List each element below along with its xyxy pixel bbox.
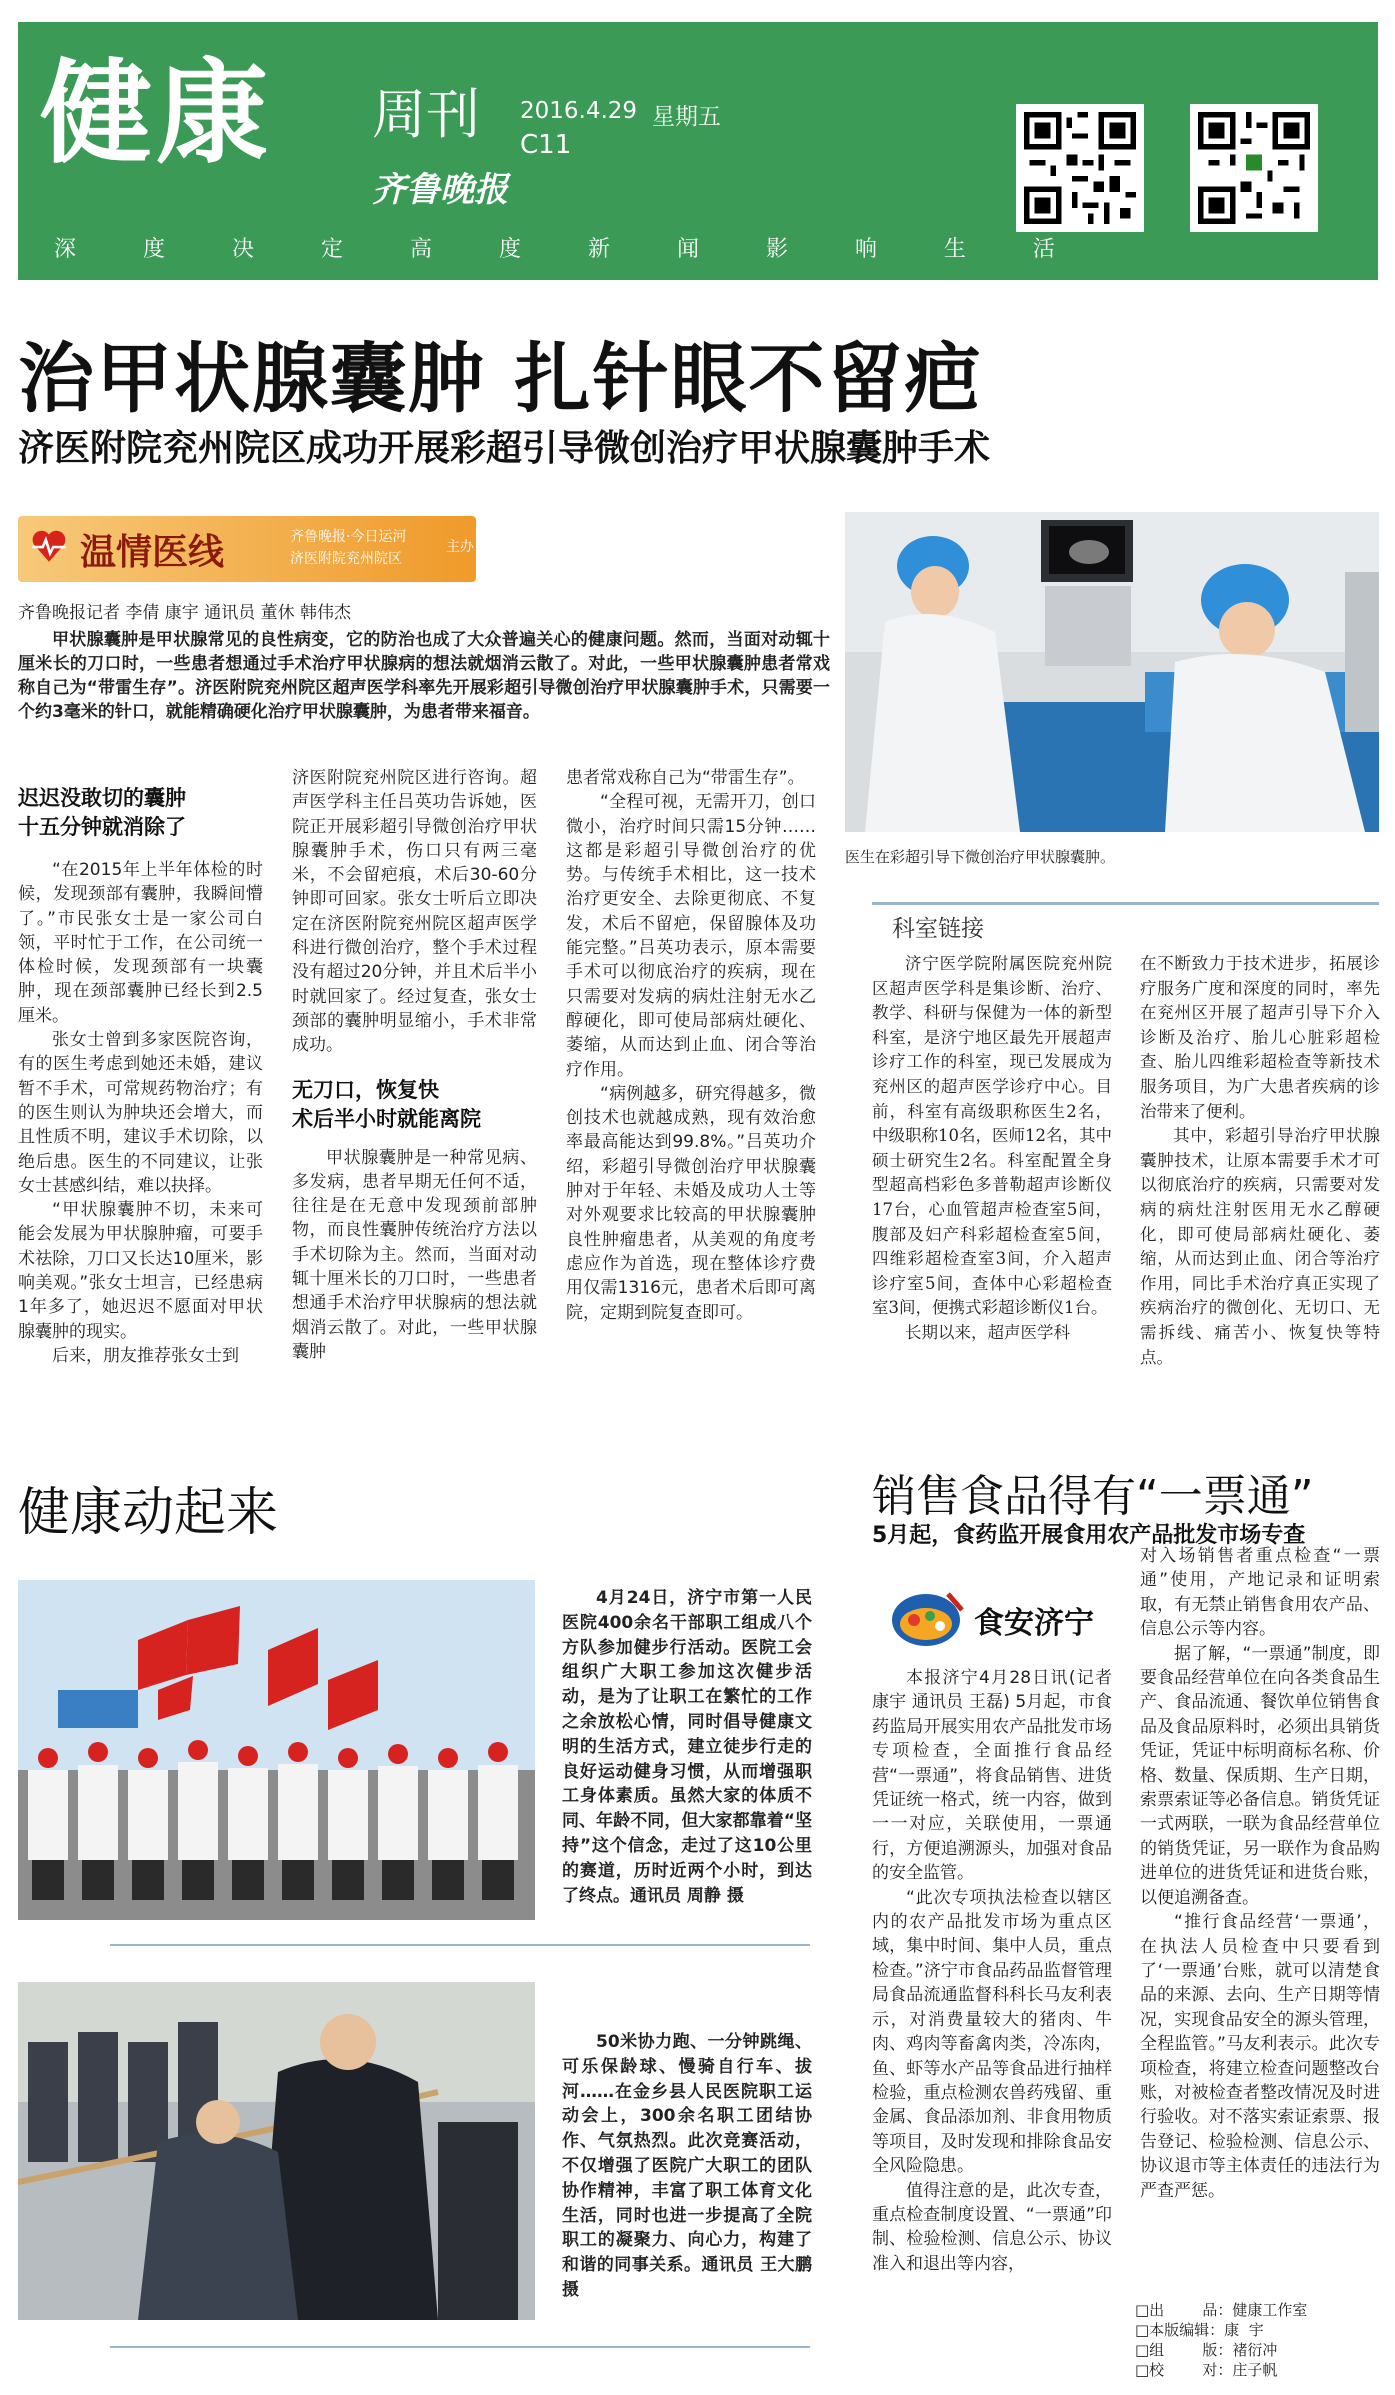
paragraph: 甲状腺囊肿是一种常见病、多发病，患者早期无任何不适，往往是在无意中发现颈前部肿物，而良性囊肿传统治疗方法以手术切除为主。然而，当面对动辄十厘米长的刀口时，一些患者想通手术治疗甲状腺病的想法就烟消云散了。对此，一些甲状腺囊肿 [292, 1147, 537, 1362]
paragraph: “病例越多，研究得越多，微创技术也就越成熟，现有效治愈率最高能达到99.8%。”吕英功介绍，彩超引导微创治疗甲状腺囊肿对于年轻、未婚及成功人士等对外观要求比较高的甲状腺囊肿良性肿瘤患者，从美观的角度考虑应作为首选，现在整体诊疗费用仅需1316元，患者术后即可离院，定期到院复查即可。 [566, 1083, 816, 1323]
paragraph: 济医附院兖州院区进行咨询。超声医学科主任吕英功告诉她，医院正开展彩超引导微创治疗甲状腺囊肿手术，伤口只有两三毫米，不会留疤痕，术后30-60分钟即可回家。张女士听后立即决定在济医附院兖州院区超声医学科进行微创治疗，整个手术过程没有超过20分钟，并且术后半小时就回家了。经过复查，张女士颈部的囊肿明显缩小，手术非常成功。 [292, 768, 537, 1056]
column-body [18, 858, 263, 1368]
column-host-label: 主办 [446, 539, 474, 555]
section-heading: 无刀口，恢复快 术后半小时就能离院 [292, 1077, 481, 1131]
food-article-subtitle: 5月起，食药监开展食用农产品批发市场专查 [872, 1523, 1306, 1548]
walking-event-photo [18, 1580, 535, 1920]
caption-sports-meet [562, 2030, 812, 2303]
lead-paragraph [18, 628, 830, 724]
caption-walking-event [562, 1586, 812, 1908]
page-number: C11 [520, 130, 572, 160]
paragraph: “此次专项执法检查以辖区内的农产品批发市场为重点区域，集中时间、集中人员，重点检查。”济宁市食品药品监督管理局食品流通监督科科长马友利表示，对消费量较大的猪肉、牛肉、鸡肉等畜禽肉类，冷冻肉，鱼、虾等水产品等食品进行抽样检验，重点检测农兽药残留、重金属、食品添加剂、非食用物质等项目，及时发现和排除食品安全风险隐患。 [872, 1887, 1112, 2177]
sidebar-column-1 [872, 952, 1112, 1346]
food-column-2 [1140, 1544, 1380, 2203]
divider [872, 902, 1379, 905]
paragraph: 患者常戏称自己为“带雷生存”。 [566, 768, 805, 788]
paragraph: “在2015年上半年体检的时候，发现颈部有囊肿，我瞬间懵了。”市民张女士是一家公司白领，平时忙于工作，在公司统一体检时候，发现颈部有一块囊肿，现在颈部囊肿已经长到2.5厘米。 [18, 860, 263, 1026]
column-banner [18, 516, 476, 582]
article-column-3 [566, 766, 816, 1325]
byline: 齐鲁晚报记者 李倩 康宇 通讯员 董休 韩伟杰 [18, 603, 352, 623]
editorial-credits: □出 品：健康工作室 □本版编辑：康 宇 □组 版：褚衍冲 □校 对：庄子帆 [1135, 2301, 1308, 2379]
paragraph: 本报济宁4月28日讯(记者 康宇 通讯员 王磊) 5月起，市食药监局开展实用农产品批发市场专项检查，全面推行食品经营“一票通”，将食品销售、进货凭证统一格式，统一内容，做到一一对应，关联使用，一票通行，方便追溯源头，加强对食品的安全监管。 [872, 1668, 1112, 1884]
paragraph: 据了解，“一票通”制度，即要食品经营单位在向各类食品生产、食品流通、餐饮单位销售食品及食品原料时，必须出具销货凭证，凭证中标明商标名称、价格、数量、保质期、生产日期，索票索证等必备信息。销货凭证一式两联，一联为食品经营单位的销货凭证，另一联作为食品购进单位的进货凭证和进货台账，以便追溯备查。 [1140, 1643, 1380, 1908]
section-name: 周刊 [372, 83, 480, 146]
column-body [292, 1146, 537, 1365]
sidebar-column-2 [1140, 952, 1380, 1370]
paragraph: “全程可视，无需开刀，创口微小，治疗时间只需15分钟……这都是彩超引导微创治疗的优势。与传统手术相比，这一技术治疗更安全、去除更彻底、不复发，术后不留疤，保留腺体及功能完整。”吕英功表示，原本需要手术可以彻底治疗的疾病，现在只需要对发病的病灶注射无水乙醇硬化，即可使局部病灶硬化、萎缩，从而达到止血、闭合等治疗作用。 [566, 792, 816, 1080]
article-column-2 [292, 766, 537, 1364]
issue-weekday: 星期五 [652, 104, 721, 130]
qr-code-icon [1016, 104, 1144, 232]
paragraph: 50米协力跑、一分钟跳绳、可乐保龄球、慢骑自行车、拔河……在金乡县人民医院职工运动会上，300余名职工团结协作、气氛热烈。此次竞赛活动，不仅增强了医院广大职工的团队协作精神，丰富了职工体育文化生活，同时也进一步提高了全院职工的凝聚力、向心力，构建了和谐的同事关系。通讯员 王大鹏 摄 [562, 2032, 812, 2300]
brand-title: 健康 [40, 49, 272, 179]
sidebar-title: 科室链接 [892, 916, 984, 942]
paragraph: “推行食品经营‘一票通’，在执法人员检查中只要看到了‘一票通’台账，就可以清楚食品的来源、去向、生产日期等情况，实现食品安全的源头管理，全程监管。”马友利表示。此次专项检查，将建立检查问题整改台账，对被检查者整改情况及时进行验收。对不落实索证索票、报告登记、检验检测、信息公示、协议退市等主体责任的违法行为严查严惩。 [1140, 1912, 1380, 2201]
food-column-1 [872, 1666, 1112, 2276]
masthead-slogan: 深 度 决 定 高 度 新 闻 影 响 生 活 [54, 237, 1065, 262]
paragraph: 其中，彩超引导治疗甲状腺囊肿技术，让原本需要手术才可以彻底治疗的疾病，只需要对发病的病灶注射医用无水乙醇硬化，即可使局部病灶硬化、萎缩，从而达到止血、闭合等治疗作用，同比手术治疗真正实现了疾病治疗的微创化、无切口、无需拆线、痛苦小、恢复快等特点。 [1140, 1126, 1380, 1367]
paragraph: 后来，朋友推荐张女士到 [52, 1345, 239, 1366]
food-bowl-icon [886, 1586, 970, 1654]
surgery-photo [845, 512, 1379, 832]
section-heading: 迟迟没敢切的囊肿 十五分钟就消除了 [18, 786, 186, 839]
paragraph: 4月24日，济宁市第一人民医院400余名干部职工组成八个方队参加健步行活动。医院工会组织广大职工参加这次健步活动，是为了让职工在繁忙的工作之余放松心情，同时倡导健康文明的生活方式，建立徒步行走的良好运动健身习惯，从而增强职工身体素质。虽然大家的体质不同、年龄不同，但大家都靠着“坚持”这个信念，走过了这10公里的赛道，历时近两个小时，到达了终点。通讯员 周静 摄 [562, 1588, 812, 1906]
section-title-exercise: 健康动起来 [18, 1483, 279, 1543]
column-organizer-1: 齐鲁晚报·今日运河 [290, 529, 407, 545]
qr-code-icon [1190, 104, 1318, 232]
column-body [292, 766, 537, 1058]
tug-of-war-photo [18, 1982, 535, 2320]
paragraph: “甲状腺囊肿不切，未来可能会发展为甲状腺肿瘤，可要手术祛除，刀口又长达10厘米，影响美观。”张女士坦言，已经患病1年多了，她迟迟不愿面对甲状腺囊肿的现实。 [18, 1200, 263, 1342]
column-organizer-2: 济医附院兖州院区 [290, 551, 402, 567]
food-logo-title: 食安济宁 [974, 1606, 1094, 1641]
paragraph: 张女士曾到多家医院咨询，有的医生考虑到她还未婚，建议暂不手术，可常规药物治疗；有的医生则认为肿块还会增大，而且性质不明，建议手术切除，以绝后患。医生的不同建议，让张女士甚感纠结，难以抉择。 [18, 1030, 263, 1196]
photo-caption: 医生在彩超引导下微创治疗甲状腺囊肿。 [845, 848, 1116, 866]
issue-date: 2016.4.29 [520, 98, 638, 124]
lead-text: 甲状腺囊肿是甲状腺常见的良性病变，它的防治也成了大众普遍关心的健康问题。然而，当面对动辄十厘米长的刀口时，一些患者想通过手术治疗甲状腺病的想法就烟消云散了。对此，一些甲状腺囊肿患者常戏称自己为“带雷生存”。济医附院兖州院区超声医学科率先开展彩超引导微创治疗甲状腺囊肿手术，只需要一个约3毫米的针口，就能精确硬化治疗甲状腺囊肿，为患者带来福音。 [18, 630, 830, 722]
paragraph: 值得注意的是，此次专查，重点检查制度设置、“一票通”印制、检验检测、信息公示、协议准入和退出等内容， [872, 2180, 1112, 2274]
main-headline: 治甲状腺囊肿 扎针眼不留疤 [18, 334, 983, 423]
paragraph: 长期以来，超声医学科 [905, 1322, 1070, 1342]
paragraph: 在不断致力于技术进步，拓展诊疗服务广度和深度的同时，率先在兖州区开展了超声引导下介入诊断及治疗、胎儿心脏彩超检查、胎儿四维彩超检查等新技术服务项目，为广大患者疾病的诊治带来了便利。 [1140, 954, 1380, 1121]
article-column-1 [18, 784, 263, 1368]
main-subheadline: 济医附院兖州院区成功开展彩超引导微创治疗甲状腺囊肿手术 [18, 428, 991, 469]
food-safety-logo [886, 1586, 1096, 1654]
paper-name-logo: 齐鲁晚报 [372, 170, 508, 210]
divider [110, 1944, 810, 1946]
paragraph: 济宁医学院附属医院兖州院区超声医学科是集诊断、治疗、教学、科研与保健为一体的新型科室，是济宁地区最先开展超声诊疗工作的科室，现已发展成为兖州区的超声医学诊疗中心。目前，科室有高级职称医生2名，中级职称10名，医师12名，其中硕士研究生2名。科室配置全身型超高档彩色多普勒超声诊断仪17台，心血管超声检查室5间，腹部及妇产科彩超检查室5间，四维彩超检查室3间，介入超声诊疗室5间，查体中心彩超检查室3间，便携式彩超诊断仪1台。 [872, 954, 1112, 1318]
column-title: 温情医线 [80, 532, 225, 573]
paragraph: 对入场销售者重点检查“一票通”使用，产地记录和证明索取，有无禁止销售食用农产品、信息公示等内容。 [1140, 1546, 1380, 1640]
heart-icon [28, 524, 70, 566]
divider [110, 2346, 810, 2348]
column-body [566, 766, 816, 1325]
food-article-title: 销售食品得有“一票通” [872, 1471, 1314, 1522]
